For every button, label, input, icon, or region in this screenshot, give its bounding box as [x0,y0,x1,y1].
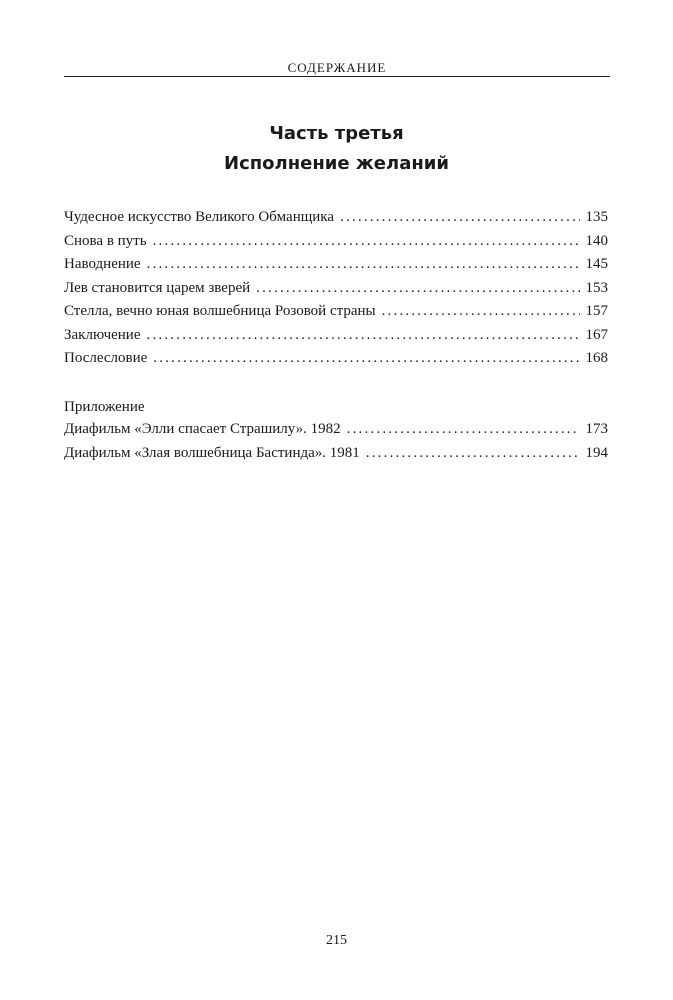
toc-entry [64,347,608,371]
toc-entry-title: Наводнение [64,256,141,272]
dot-leader [347,418,580,442]
toc-entry-page: 157 [585,303,608,319]
part-title: Часть третья [269,123,404,144]
toc-entry-title: Снова в путь [64,232,147,249]
toc-entry [64,300,608,324]
dot-leader [147,253,580,277]
toc-entry [64,230,608,254]
dot-leader [366,442,580,466]
toc-entry-page: 145 [585,256,608,272]
dot-leader [382,300,580,324]
dot-leader [153,347,579,371]
appendix-list [64,418,608,465]
dot-leader [256,277,579,301]
dot-leader [153,230,580,254]
header-rule [64,76,610,77]
toc-entry-title: Лев становится царем зверей [64,279,251,296]
toc-entry-page: 135 [585,209,608,225]
toc-entry-title: Заключение [64,326,141,343]
toc-entry [64,324,608,348]
toc-entry-title: Стелла, вечно юная волшебница Розовой страны [64,303,376,319]
toc-entry-title: Послесловие [64,350,148,366]
toc-entry-title: Диафильм «Элли спасает Страшилу». 1982 [64,421,341,437]
appendix-heading: Приложение [64,399,145,415]
toc-entry [64,277,608,301]
toc-entry [64,253,608,277]
toc-entry-page: 167 [585,326,608,343]
running-head: СОДЕРЖАНИЕ [287,60,387,75]
toc-entry-title: Чудесное искусство Великого Обманщика [64,209,335,225]
dot-leader [147,324,580,348]
part-subtitle: Исполнение желаний [224,153,449,174]
table-of-contents [64,206,608,371]
toc-entry [64,418,608,442]
dot-leader [340,206,579,230]
toc-entry-page: 194 [585,444,608,461]
toc-entry-title: Диафильм «Злая волшебница Бастинда». 1981 [64,444,360,461]
toc-entry [64,206,608,230]
toc-entry-page: 140 [585,232,608,249]
toc-entry-page: 173 [585,421,608,437]
toc-entry [64,442,608,466]
toc-entry-page: 153 [585,279,608,296]
toc-entry-page: 168 [585,350,608,366]
page-number: 215 [326,933,347,948]
